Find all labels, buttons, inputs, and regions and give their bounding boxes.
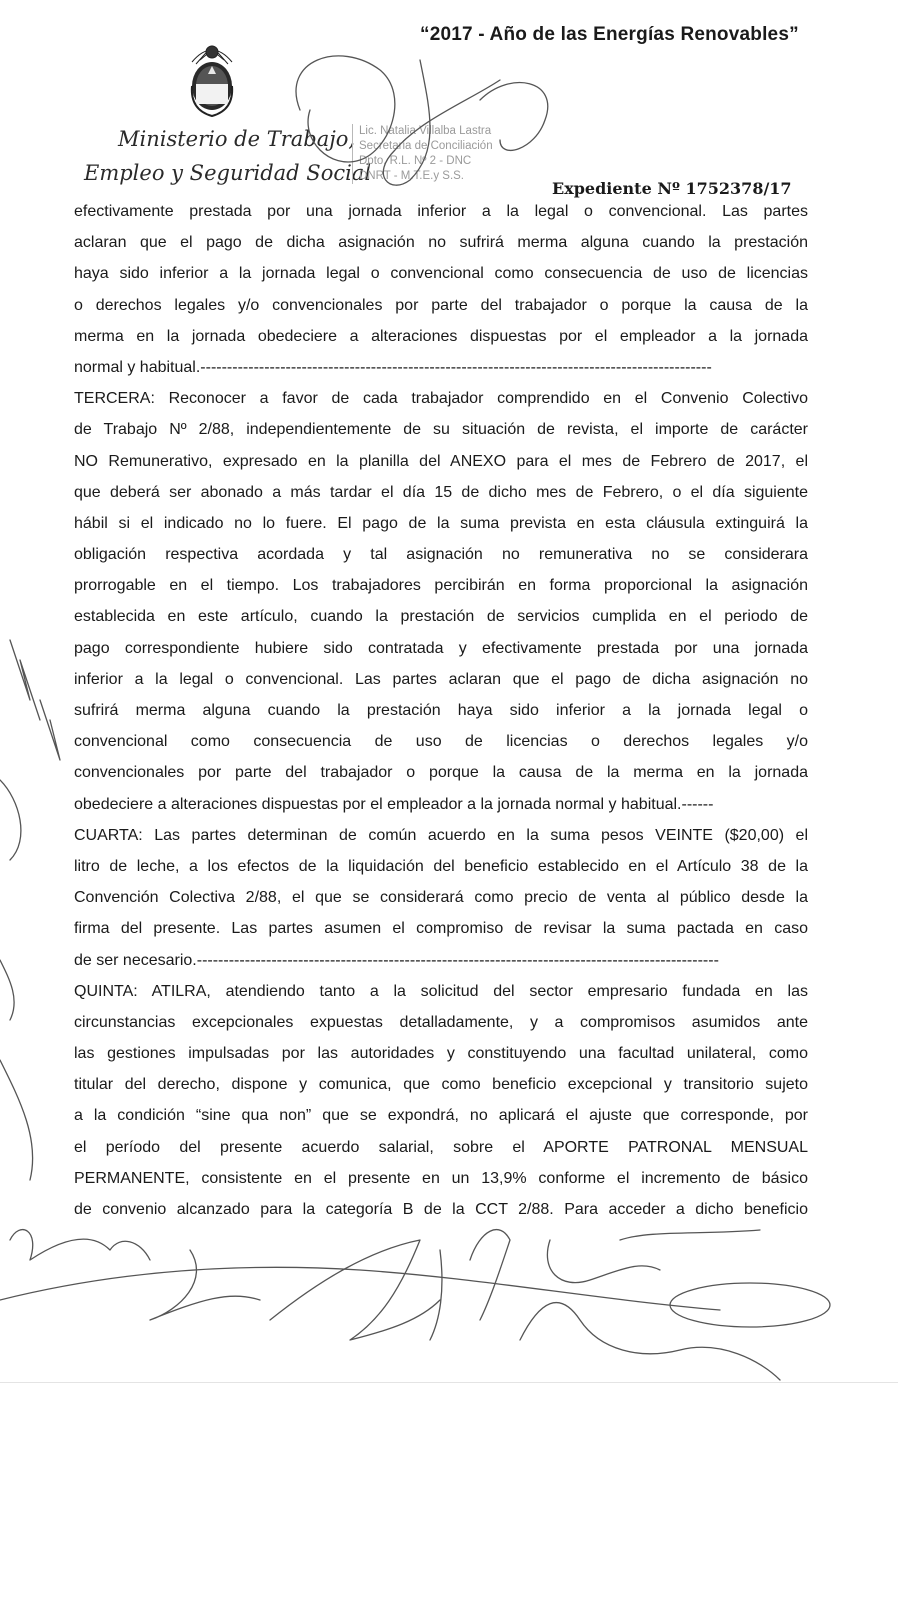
text-line: TERCERA: Reconocer a favor de cada trabajador comprendido en el Convenio Colectivo (74, 390, 808, 408)
text-line: sufrirá merma alguna cuando la prestación haya sido inferior a la jornada legal o (74, 702, 808, 719)
text-line: a la condición “sine qua non” que se expondrá, no aplicará el ajuste que corresponde, por (74, 1107, 808, 1125)
text-line: convencional como consecuencia de uso de licencias o derechos legales y/o (74, 733, 808, 751)
stamp-line: Dpto. R.L. Nº 2 - DNC (359, 155, 472, 167)
text-line: haya sido inferior a la jornada legal o convencional como consecuencia de uso de licencias (74, 265, 808, 283)
text-line: obligación respectiva acordada y tal asignación no remunerativa no se considerara (74, 546, 808, 564)
ministry-line-2: Empleo y Seguridad Social (84, 161, 372, 185)
stamp-line: DNRT - M.T.E.y S.S. (359, 170, 465, 182)
stamp-line: Secretaria de Conciliación (359, 140, 493, 152)
agreement-text (74, 196, 808, 1225)
text-line: titular del derecho, dispone y comunica, que como beneficio excepcional y transitorio sujeto (74, 1076, 808, 1094)
ministry-line-1: Ministerio de Trabajo, (118, 127, 356, 151)
text-line: PERMANENTE, consistente en el presente en un 13,9% conforme el incremento de básico (74, 1169, 808, 1187)
text-line: inferior a la legal o convencional. Las partes aclaran que el pago de dicha asignación no (74, 670, 808, 688)
text-line: litro de leche, a los efectos de la liquidación del beneficio establecido en el Artículo 38 de la (74, 857, 808, 875)
text-line: QUINTA: ATILRA, atendiendo tanto a la solicitud del sector empresario fundada en las (74, 982, 808, 1000)
text-line: efectivamente prestada por una jornada inferior a la legal o convencional. Las partes (74, 203, 808, 220)
text-line: CUARTA: Las partes determinan de común acuerdo en la suma pesos VEINTE ($20,00) el (74, 826, 808, 844)
page-bottom-divider (0, 1382, 898, 1383)
text-line: pago correspondiente hubiere sido contratada y efectivamente prestada por una jornada (74, 639, 808, 657)
text-line: Convención Colectiva 2/88, el que se considerará como precio de venta al público desde la (74, 889, 808, 907)
text-line: firma del presente. Las partes asumen el compromiso de revisar la suma pactada en caso (74, 920, 808, 938)
text-line: circunstancias excepcionales expuestas detalladamente, y a compromisos asumidos ante (74, 1013, 808, 1031)
text-line: merma en la jornada obedeciere a alteraciones dispuestas por el empleador a la jornada (74, 327, 808, 345)
national-coat-of-arms-icon (186, 40, 238, 120)
text-line: que deberá ser abonado a más tardar el día 15 de dicho mes de Febrero, o el día siguiente (74, 483, 808, 501)
text-line: convencionales por parte del trabajador o porque la causa de la merma en la jornada (74, 764, 808, 782)
ministry-name (84, 122, 371, 190)
text-line: el período del presente acuerdo salarial, sobre el APORTE PATRONAL MENSUAL (74, 1138, 808, 1156)
text-line: establecida en este artículo, cuando la prestación de servicios cumplida en el periodo de (74, 608, 808, 626)
official-stamp (352, 124, 549, 184)
text-line: aclaran que el pago de dicha asignación no sufrirá merma alguna cuando la prestación (74, 234, 808, 252)
text-line: de ser necesario.-------------------------------------------------------------------------------------------------- (74, 951, 719, 969)
text-line: prorrogable en el tiempo. Los trabajadores percibirán en forma proporcional la asignación (74, 577, 808, 595)
text-line: de convenio alcanzado para la categoría B de la CCT 2/88. Para acceder a dicho beneficio (74, 1201, 808, 1218)
year-motto: “2017 - Año de las Energías Renovables” (420, 24, 799, 45)
text-line: hábil si el indicado no lo fuere. El pago de la suma prevista en esta cláusula extinguirá la (74, 514, 808, 532)
text-line: normal y habitual.------------------------------------------------------------------------------------------------ (74, 358, 712, 376)
text-line: de Trabajo Nº 2/88, independientemente de su situación de revista, el importe de carácter (74, 421, 808, 439)
stamp-line: Lic. Natalia Villalba Lastra (359, 125, 492, 137)
text-line: o derechos legales y/o convencionales por parte del trabajador o porque la causa de la (74, 296, 808, 314)
text-line: las gestiones impulsadas por las autoridades y constituyendo una facultad unilateral, como (74, 1045, 808, 1063)
text-line: NO Remunerativo, expresado en la planilla del ANEXO para el mes de Febrero de 2017, el (74, 452, 808, 470)
text-line: obedeciere a alteraciones dispuestas por el empleador a la jornada normal y habitual.------ (74, 795, 714, 813)
expediente-number: Expediente Nº 1752378/17 (552, 179, 792, 198)
